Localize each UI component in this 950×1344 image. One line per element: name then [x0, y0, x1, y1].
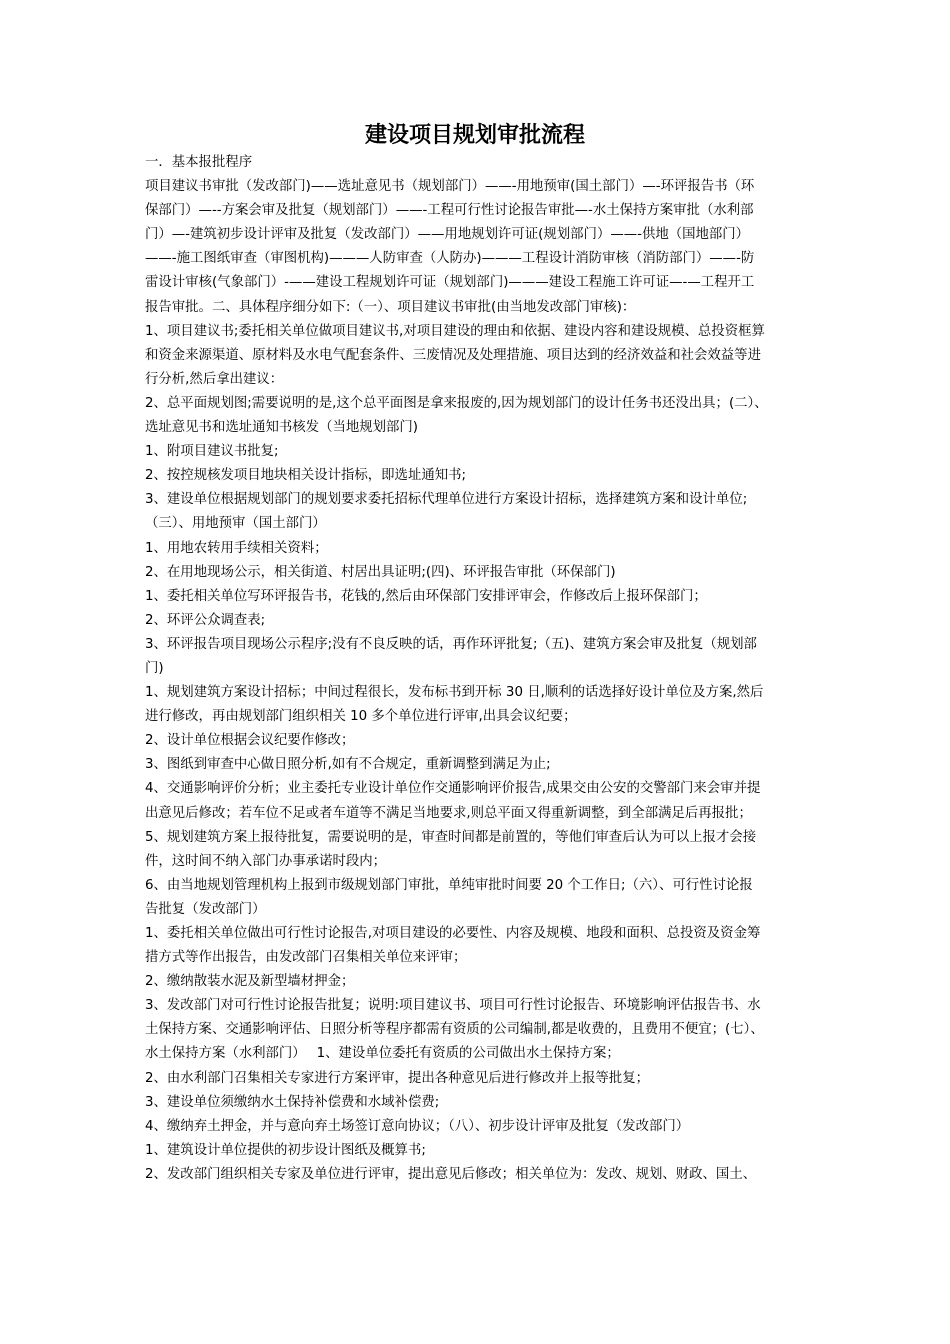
text-line: 2、设计单位根据会议纪要作修改； — [145, 733, 355, 749]
text-line: 1、委托相关单位写环评报告书，花钱的,然后由环保部门安排评审会，作修改后上报环保部门； — [145, 588, 707, 604]
text-line: 1、委托相关单位做出可行性讨论报告,对项目建设的必要性、内容及规模、地段和面积、总投资及资金筹 — [145, 926, 761, 941]
text-line: 1、规划建筑方案设计招标；中间过程很长，发布标书到开标 30 日,顺利的话选择好设计单位及方案,然后 — [145, 685, 764, 701]
text-line: 4、交通影响评价分析；业主委托专业设计单位作交通影响评价报告,成果交由公安的交警部门来会审并提 — [145, 781, 761, 797]
text-line: 5、规划建筑方案上报待批复，需要说明的是，审查时间都是前置的，等他们审查后认为可以上报才会接 — [145, 829, 757, 845]
text-line: 一．基本报批程序 — [145, 155, 253, 170]
text-line: 进行修改，再由规划部门组织相关 10 多个单位进行评审,出具会议纪要； — [145, 709, 577, 725]
text-line: 3、发改部门对可行性讨论报告批复；说明:项目建议书、项目可行性讨论报告、环境影响评估报告书、水 — [145, 998, 761, 1014]
text-line: 雷设计审核(气象部门）-——建设工程规划许可证（规划部门)———建设工程施工许可证—-—工程开工 — [145, 275, 755, 291]
document-body — [145, 151, 810, 1187]
text-line: 措方式等作出报告，由发改部门召集相关单位来评审； — [145, 950, 467, 966]
text-line: 件，这时间不纳入部门办事承诺时段内； — [145, 853, 387, 869]
text-line: 3、图纸到审查中心做日照分析,如有不合规定，重新调整到满足为止; — [145, 757, 551, 773]
text-line: 2、总平面规划图;需要说明的是,这个总平面图是拿来报废的,因为规划部门的设计任务书还没出具；(二）、 — [145, 395, 768, 411]
text-line: 报告审批。二、具体程序细分如下:（一）、项目建议书审批(由当地发改部门审核)： — [145, 299, 636, 315]
text-line: 项目建议书审批（发改部门)——选址意见书（规划部门）——-用地预审(国土部门）—-环评报告书（环 — [145, 179, 755, 195]
text-line: 1、建筑设计单位提供的初步设计图纸及概算书; — [145, 1142, 426, 1158]
text-line: 门) — [145, 660, 164, 676]
text-line: 门）—-建筑初步设计评审及批复（发改部门）——用地规划许可证(规划部门）——-供地（国地部门） — [145, 227, 750, 243]
text-line: 6、由当地规划管理机构上报到市级规划部门审批，单纯审批时间要 20 个工作日;（六）、可行性讨论报 — [145, 877, 753, 893]
text-line: 2、环评公众调查表; — [145, 612, 266, 628]
text-line: 1、项目建议书;委托相关单位做项目建议书,对项目建设的理由和依据、建设内容和建设规模、总投资框算 — [145, 323, 765, 339]
text-line: 3、建设单位根据规划部门的规划要求委托招标代理单位进行方案设计招标，选择建筑方案和设计单位; — [145, 492, 748, 508]
text-line: 行分析,然后拿出建议： — [145, 371, 284, 387]
text-line: 1、用地农转用手续相关资料； — [145, 540, 328, 556]
text-line: 保部门）—--方案会审及批复（规划部门）——-工程可行性讨论报告审批—-水土保持方案审批（水利部 — [145, 203, 754, 219]
text-line: 3、环评报告项目现场公示程序;没有不良反映的话，再作环评批复;（五)、建筑方案会审及批复（规划部 — [145, 636, 757, 652]
text-line: 2、由水利部门召集相关专家进行方案评审，提出各种意见后进行修改并上报等批复； — [145, 1070, 649, 1086]
text-line: 2、按控规核发项目地块相关设计指标，即选址通知书; — [145, 468, 467, 484]
text-line: （三）、用地预审（国土部门） — [145, 516, 326, 532]
text-line: 水土保持方案（水利部门） 1、建设单位委托有资质的公司做出水土保持方案； — [145, 1046, 620, 1062]
text-line: 告批复（发改部门） — [145, 901, 266, 917]
text-line: 2、缴纳散装水泥及新型墙材押金； — [145, 974, 355, 990]
text-line: 2、发改部门组织相关专家及单位进行评审，提出意见后修改；相关单位为：发改、规划、财政、国土、 — [145, 1166, 757, 1182]
text-line: 3、建设单位须缴纳水土保持补偿费和水域补偿费; — [145, 1094, 440, 1110]
text-line: 土保持方案、交通影响评估、日照分析等程序都需有资质的公司编制,都是收费的，且费用不便宜；(七）、 — [145, 1022, 764, 1038]
text-line: 出意见后修改；若车位不足或者车道等不满足当地要求,则总平面又得重新调整，到全部满足后再报批； — [145, 805, 752, 821]
text-line: 选址意见书和选址通知书核发（当地规划部门) — [145, 420, 419, 436]
text-line: 2、在用地现场公示，相关街道、村居出具证明;(四)、环评报告审批（环保部门) — [145, 564, 616, 580]
text-line: 和资金来源渠道、原材料及水电气配套条件、三废情况及处理措施、项目达到的经济效益和社会效益等进 — [145, 347, 761, 363]
text-line: 1、附项目建议书批复; — [145, 444, 279, 460]
text-line: 4、缴纳弃土押金，并与意向弃土场签订意向协议；（八）、初步设计评审及批复（发改部门） — [145, 1118, 690, 1134]
text-line: ——-施工图纸审查（审图机构)———人防审查（人防办)———工程设计消防审核（消防部门）——-防 — [145, 251, 755, 267]
page-title: 建设项目规划审批流程 — [364, 123, 585, 148]
